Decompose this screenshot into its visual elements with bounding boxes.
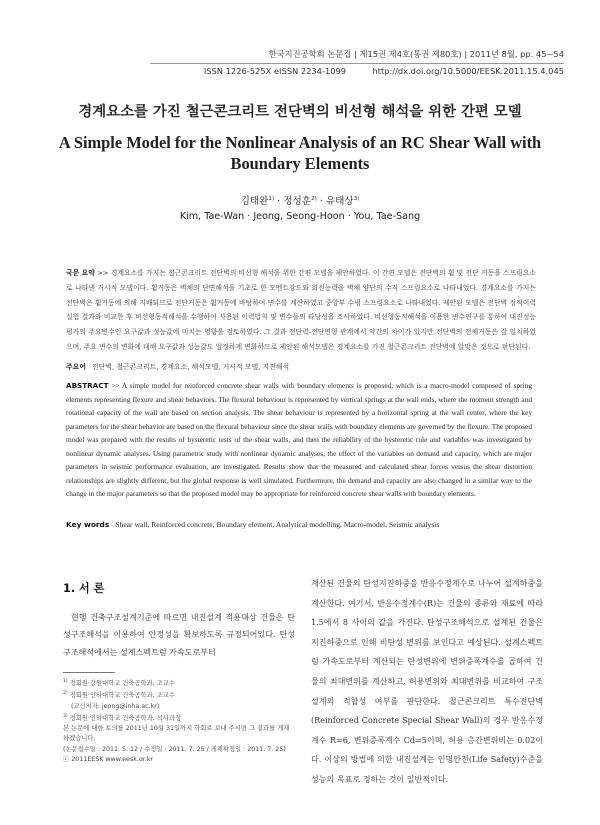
footnote-1: 정회원·강원대학교 건축공학과, 조교수	[69, 680, 175, 687]
authors-english: Kim, Tae-Wan · Jeong, Seong-Hoon · You, Tae-Sang	[179, 211, 421, 222]
keywords-korean-text: 전단벽, 철근콘크리트, 경계요소, 해석모델, 거시적 모델, 지진해석	[91, 363, 290, 371]
submission-dates: (논문접수일 : 2011. 5. 12 / 수정일 : 2011. 7. 25 / 게재확정일 : 2011. 7. 25)	[63, 745, 286, 753]
journal-citation: 한국지진공학회 논문집 | 제15권 제4호(통권 제80호) | 2011년 8월, pp. 45~54	[268, 49, 564, 59]
abstract-english-label: ABSTRACT	[66, 381, 109, 390]
intro-paragraph-left: 현행 건축구조설계기준에 따르면 내진설계 적용대상 건물은 탄성구조해석을 이용하여 안정성을 확보하도록 규정되어있다. 탄성구조해석에서는 설계스펙트럼 가속도로부터	[63, 613, 295, 657]
footnote-3: 정회원·인하대학교 건축공학과, 석사과정	[69, 714, 182, 722]
footnote-2-contact: (교신저자: jeong@inha.ac.kr)	[71, 702, 160, 710]
discussion-note: 본 논문에 대한 토의를 2011년 10월 31일까지 학회로 보내 주시면 그 결과를 게재하겠습니다.	[63, 725, 290, 743]
footnote-rule	[63, 672, 115, 673]
author-mark: 2)	[311, 196, 317, 202]
abstract-korean-label: 국문 요약	[66, 269, 95, 277]
author-name: 유태상	[325, 196, 354, 207]
copyright: ⓒ 2011EESK www.eesk.or.kr	[63, 756, 154, 764]
title-english: A Simple Model for the Nonlinear Analysis of an RC Shear Wall with Boundary Elements	[58, 133, 542, 173]
journal-issn-doi: ISSN 1226-525X eISSN 2234-1099 http://dx.doi.org/10.5000/EESK.2011.15.4.045	[203, 66, 564, 76]
author-name: 정성훈	[283, 196, 312, 207]
keywords-english-label: Key words	[66, 520, 110, 529]
author-mark: 1)	[268, 196, 275, 202]
keywords-english-text: Shear wall, Reinforced concrete, Boundary element, Analytical modelling, Macro-model, Seismic analysis	[115, 520, 440, 529]
abstract-korean	[66, 266, 536, 355]
intro-paragraph-right: 계산된 건물의 탄성지진하중을 반응수정계수로 나누어 설계하중을 계산한다. 여기서, 반응수정계수(R)는 건물의 종류와 재료에 따라 1.5에서 8 사이의 값을 가진다. 탄성구조해석으로 설계된 건물은 지진하중으로 인해 비탄성 변위를 보인다고 예상된다. 설계스펙트럼 가속도로부터 계산되는 탄성변위에 변위증폭계수를 곱하여 건물의 최대변위를 계산하고, 허용변위와 최대변위를 비교하여 구조설계의 적합성 여부를 판단한다. 철근콘크리트 특수전단벽(Reinforced Concrete Special Shear Wall)의 경우 반응수정계수 R=6, 변위증폭계수 Cd=5이며, 허용 층간변위비는 0.02이다. 이상의 방법에 의한 내진설계는 인명안전(Life Safety)수준을 성능의 목표로 정하는 것이 일반적이다.	[311, 579, 543, 784]
body-right-column	[311, 574, 543, 790]
keywords-korean	[66, 361, 536, 371]
title-korean: 경계요소를 가진 철근콘크리트 전단벽의 비선형 해석을 위한 간편 모델	[78, 104, 522, 120]
section-title: 1. 서 론	[63, 582, 105, 595]
abstract-english	[66, 379, 532, 501]
author-mark: 3)	[353, 196, 360, 202]
abstract-korean-text: >> 경계요소를 가지는 철근콘크리트 전단벽의 비선형 해석을 위한 간편 모델을 제안하였다. 이 간편 모델은 전단벽의 휨 및 전단 거동을 스프링요소로 나타낸 거시적 모델이다. 휨거동은 벽체의 단면해석을 기초로 한 모멘트강도와 회전능력을 벽체 양단의 수직 스프링요소로 나타내었다. 경계요소를 가지는 전단벽은 휨거동에 의해 지배되므로 전단거동은 휨거동에 바탕하여 변수를 계산하였고 중앙부 수평 스프링요소로 나타내었다. 제안된 모델은 전단벽 정적이력실험 결과와 비교한 후 비선형동적해석을 수행하여 사용된 이력법칙 및 변수들의 타당성을 조사하였다. 비선형동적해석을 이용한 변수연구를 통하여 내진성능평가의 주요변수인 요구값과 성능값에 미치는 영향을 검토하였다. 그 결과 전단력-전단변형 관계에서 약간의 차이가 있지만 전단벽의 전체거동은 잘 일치하였으며, 주요 변수의 변화에 대해 요구값과 성능값도 일정하게 변화하므로 제안된 해석모델은 경계요소를 가진 철근콘크리트 전단벽에 알맞은 것으로 판단된다.	[66, 269, 536, 351]
footnotes: $^{1)}$ 정회원·강원대학교 건축공학과, 조교수 $^{2)}$ 정회원·인하대학교 건축공학과, 조교수 (교신저자: jeong@inha.ac.kr) $^{3)}$ 정회원·인하대학교 건축공학과, 석사과정 본 논문에 대한 토의를 2011년 10월 31일까지 학회로 보내 주시면 그 결과를 게재하겠습니다. (논문접수일 : 2011. 5. 12 / 수정일 : 2011. 7. 25 / 게재확정일 : 2011. 7. 25) ⓒ 2011EESK www.eesk.or.kr	[63, 677, 295, 765]
abstract-english-text: >> A simple model for reinforced concrete shear walls with boundary elements is proposed, which is a macro-model composed of spring elements representing flexure and shear behaviors. The flexural behaviour is represented by vertical springs at the wall ends, where the moment strength and rotational capacity of the wall are based on section analysis. The shear behaviour is represented by a horizontal spring at the wall center, where the key parameters for the shear behavior are based on the flexural behaviour since the shear walls with boundary elements are governed by the flexure. The proposed model was prepared with the results of hysteretic tests of the shear walls, and then the reliability of the hysteretic rule and variables was investigated by nonlinear dynamic analyses. Using parametric study with nonlinear dynamic analyses, the effect of the variables on demand and capacity, which are major parameters in seismic performance evaluation, are investigated. Results show that the measured and calculated shear forces versus the shear distortion relationships are slightly different, but the global response is well simulated. Furthermore, the demand and capacity are also changed in a similar way to the change in the major parameters so that the proposed model may be appropriate for reinforced concrete shear walls with boundary elements.	[66, 381, 532, 499]
footnote-2: 정회원·인하대학교 건축공학과, 조교수	[69, 692, 175, 700]
keywords-english	[66, 520, 536, 529]
author-separator: ·	[274, 196, 284, 207]
author-separator: ·	[316, 196, 326, 207]
keywords-korean-label: 주요어	[66, 363, 86, 371]
authors-korean	[20, 193, 580, 207]
header-rule	[150, 63, 564, 64]
body-left-column	[63, 609, 295, 661]
author-name: 김태완	[240, 196, 269, 207]
